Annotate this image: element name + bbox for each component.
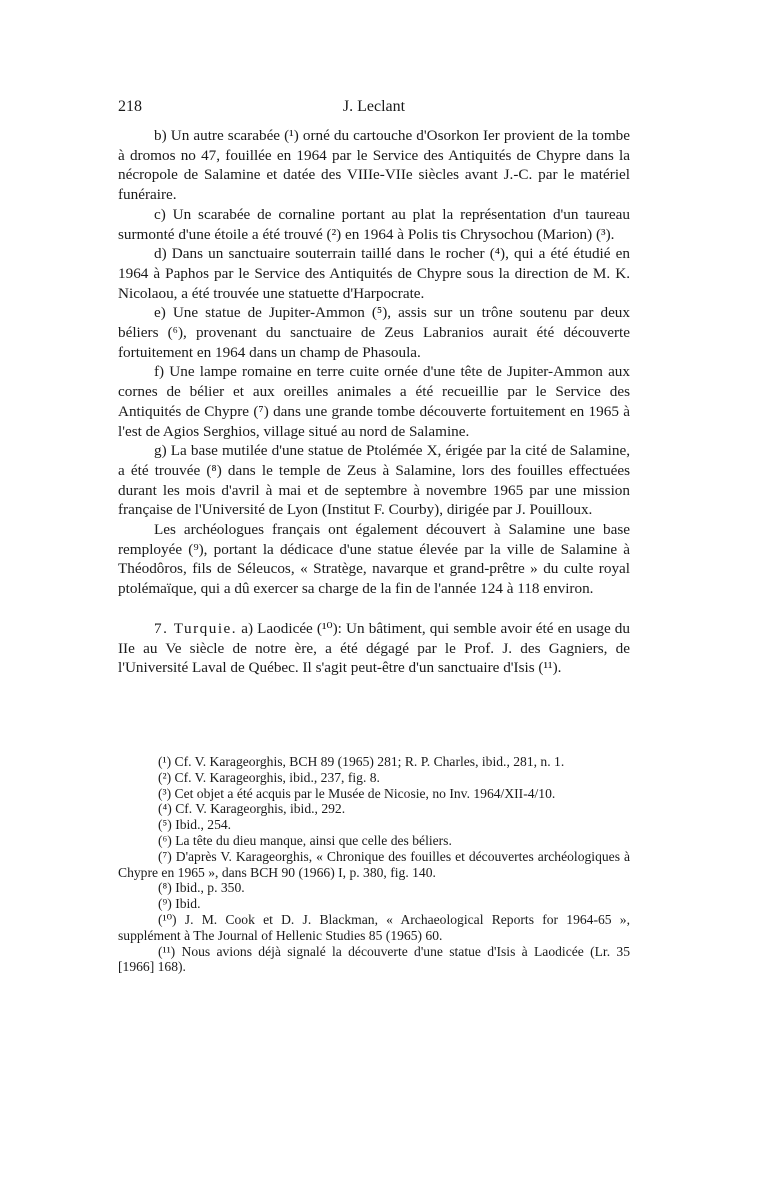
section-7-heading: 7. Turquie. [154,619,238,637]
footnote-8: (⁸) Ibid., p. 350. [158,880,245,896]
footnote-9: (⁹) Ibid. [158,896,201,912]
footnotes [118,754,630,975]
page-number: 218 [118,98,142,115]
page-header [118,98,630,120]
paragraph-e: e) Une statue de Jupiter-Ammon (⁵), assis sur un trône soutenu par deux béliers (⁶), provenant du sanctuaire de Zeus Labranios aurait été découverte fortuitement en 1964 dans un champ de Phasoula. [118,304,630,361]
paragraph-c: c) Un scarabée de cornaline portant au plat la représentation d'un taureau surmonté d'une étoile a été trouvé (²) en 1964 à Polis tis Chrysochou (Marion) (³). [118,205,630,243]
section-7-text: a) Laodicée (¹⁰): Un bâtiment, qui semble avoir été en usage du IIe au Ve siècle de notre ère, a été dégagé par le Prof. J. des Gagniers, de l'Université Laval de Québec. Il s'agit peut-être d'un sanctuaire d'Isis (¹¹). [118,619,630,677]
footnote-7: (⁷) D'après V. Karageorghis, « Chronique des fouilles et découvertes archéologiques à Chypre en 1965 », dans BCH 90 (1966) I, p. 380, fig. 140. [118,848,630,880]
paragraph-g: g) La base mutilée d'une statue de Ptolémée X, érigée par la cité de Salamine, a été trouvée (⁸) dans le temple de Zeus à Salamine, lors des fouilles effectuées durant les mois d'avril à mai et de septembre à novembre 1965 par une mission française de l'Université de Lyon (Institut F. Courby), dirigée par J. Pouilloux. [118,442,630,519]
running-head: J. Leclant [342,98,406,115]
footnote-1: (¹) Cf. V. Karageorghis, BCH 89 (1965) 281; R. P. Charles, ibid., 281, n. 1. [158,754,565,769]
paragraph-d: d) Dans un sanctuaire souterrain taillé dans le rocher (⁴), qui a été étudié en 1964 à Paphos par le Service des Antiquités de Chypre sous la direction de M. K. Nicolaou, a été trouvée une statuette d'Harpocrate. [118,245,630,302]
footnote-11: (¹¹) Nous avions déjà signalé la découverte d'une statue d'Isis à Laodicée (Lr. 35 [1966] 168). [118,943,630,975]
footnote-5: (⁵) Ibid., 254. [158,817,232,833]
footnote-10: (¹⁰) J. M. Cook et D. J. Blackman, « Archaeological Reports for 1964-65 », supplément à The Journal of Hellenic Studies 85 (1965) 60. [118,911,630,943]
paragraph-b: b) Un autre scarabée (¹) orné du cartouche d'Osorkon Ier provient de la tombe à dromos no 47, fouillée en 1964 par le Service des Antiquités de Chypre dans la nécropole de Salamine et datée des VIIIe-VIIe siècles avant J.-C. par le matériel funéraire. [118,127,630,204]
footnote-4: (⁴) Cf. V. Karageorghis, ibid., 292. [158,801,346,817]
footnote-3: (³) Cet objet a été acquis par le Musée de Nicosie, no Inv. 1964/XII-4/10. [158,785,556,801]
section-7-paragraph [118,619,630,678]
paragraph-archeologues: Les archéologues français ont également découvert à Salamine une base remployée (⁹), portant la dédicace d'une statue élevée par la ville de Salamine à Théodôros, fils de Séleucos, « Stratège, navarque et grand-prêtre » du culte royal ptolémaïque, qui a dû exercer sa charge de la fin de l'année 124 à 118 environ. [118,521,630,598]
footnote-2: (²) Cf. V. Karageorghis, ibid., 237, fig. 8. [158,769,380,785]
footnote-6: (⁶) La tête du dieu manque, ainsi que celle des béliers. [158,832,452,848]
body-text [118,126,630,678]
paragraph-f: f) Une lampe romaine en terre cuite ornée d'une tête de Jupiter-Ammon aux cornes de bélier et aux oreilles animales a été recueillie par le Service des Antiquités de Chypre (⁷) dans une grande tombe découverte fortuitement en 1965 à l'est de Agios Serghios, village situé au nord de Salamine. [118,363,630,440]
